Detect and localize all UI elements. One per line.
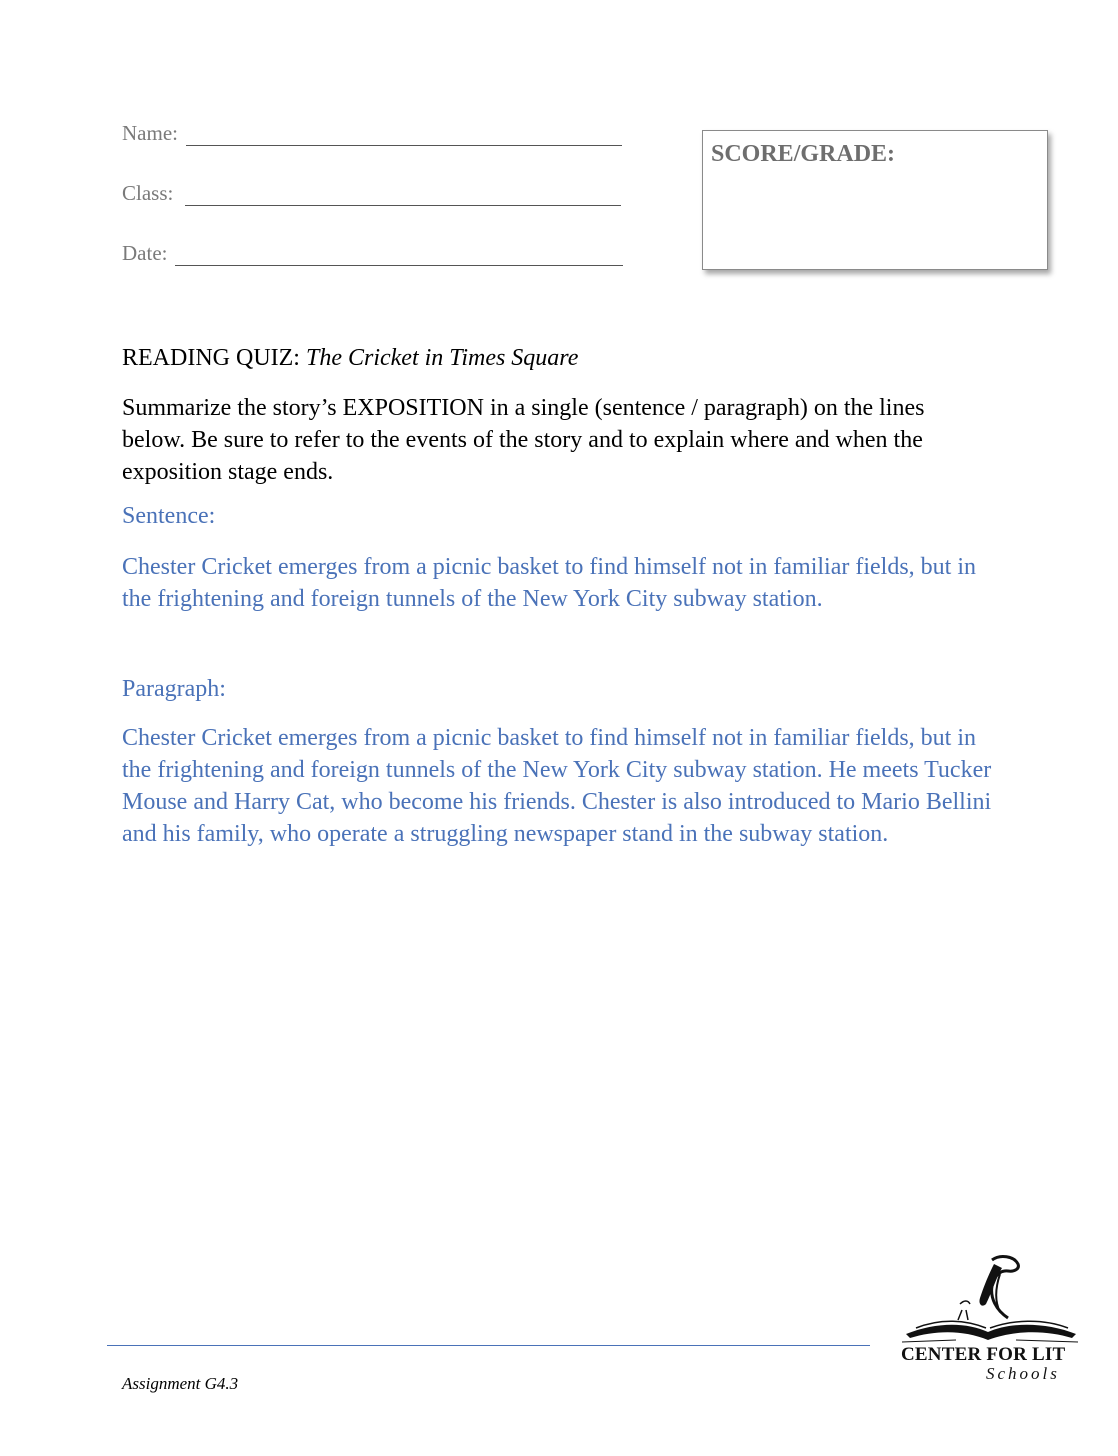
quiz-title-prefix: READING QUIZ: <box>122 345 300 371</box>
logo-text: CENTER FOR LIT <box>901 1344 1066 1365</box>
date-line[interactable] <box>175 243 623 266</box>
assignment-label: Assignment G4.3 <box>122 1374 239 1393</box>
logo-subtext: Schools <box>986 1364 1060 1383</box>
class-label: Class: <box>122 181 174 205</box>
score-box <box>702 130 1048 270</box>
instructions: Summarize the story’s EXPOSITION in a single (sentence / paragraph) on the lines below. Be sure to refer to the events of the story and to explain where and when the exposition stage ends. <box>122 395 925 485</box>
name-field <box>122 121 622 146</box>
book-title: The Cricket in Times Square <box>305 345 579 371</box>
date-label: Date: <box>122 241 168 265</box>
class-field <box>122 181 621 206</box>
class-line[interactable] <box>185 183 621 206</box>
center-for-lit-logo <box>896 1252 1082 1392</box>
score-label: SCORE/GRADE: <box>711 141 896 167</box>
date-field <box>122 241 623 266</box>
pelican-on-open-book-icon <box>896 1252 1082 1347</box>
footer-divider <box>107 1345 870 1346</box>
name-line[interactable] <box>186 123 622 146</box>
paragraph-answer: Chester Cricket emerges from a picnic basket to find himself not in familiar fields, but in the frightening and foreign tunnels of the New York City subway station. He meets Tucker Mouse and Harry Cat, who become his friends. Chester is also introduced to Mario Bellini and his family, who operate a struggling newspaper stand in the subway station. <box>122 725 992 847</box>
paragraph-label: Paragraph: <box>122 676 226 702</box>
sentence-label: Sentence: <box>122 503 216 529</box>
name-label: Name: <box>122 121 178 145</box>
quiz-title <box>122 345 578 372</box>
sentence-answer: Chester Cricket emerges from a picnic basket to find himself not in familiar fields, but in the frightening and foreign tunnels of the New York City subway station. <box>122 554 977 612</box>
